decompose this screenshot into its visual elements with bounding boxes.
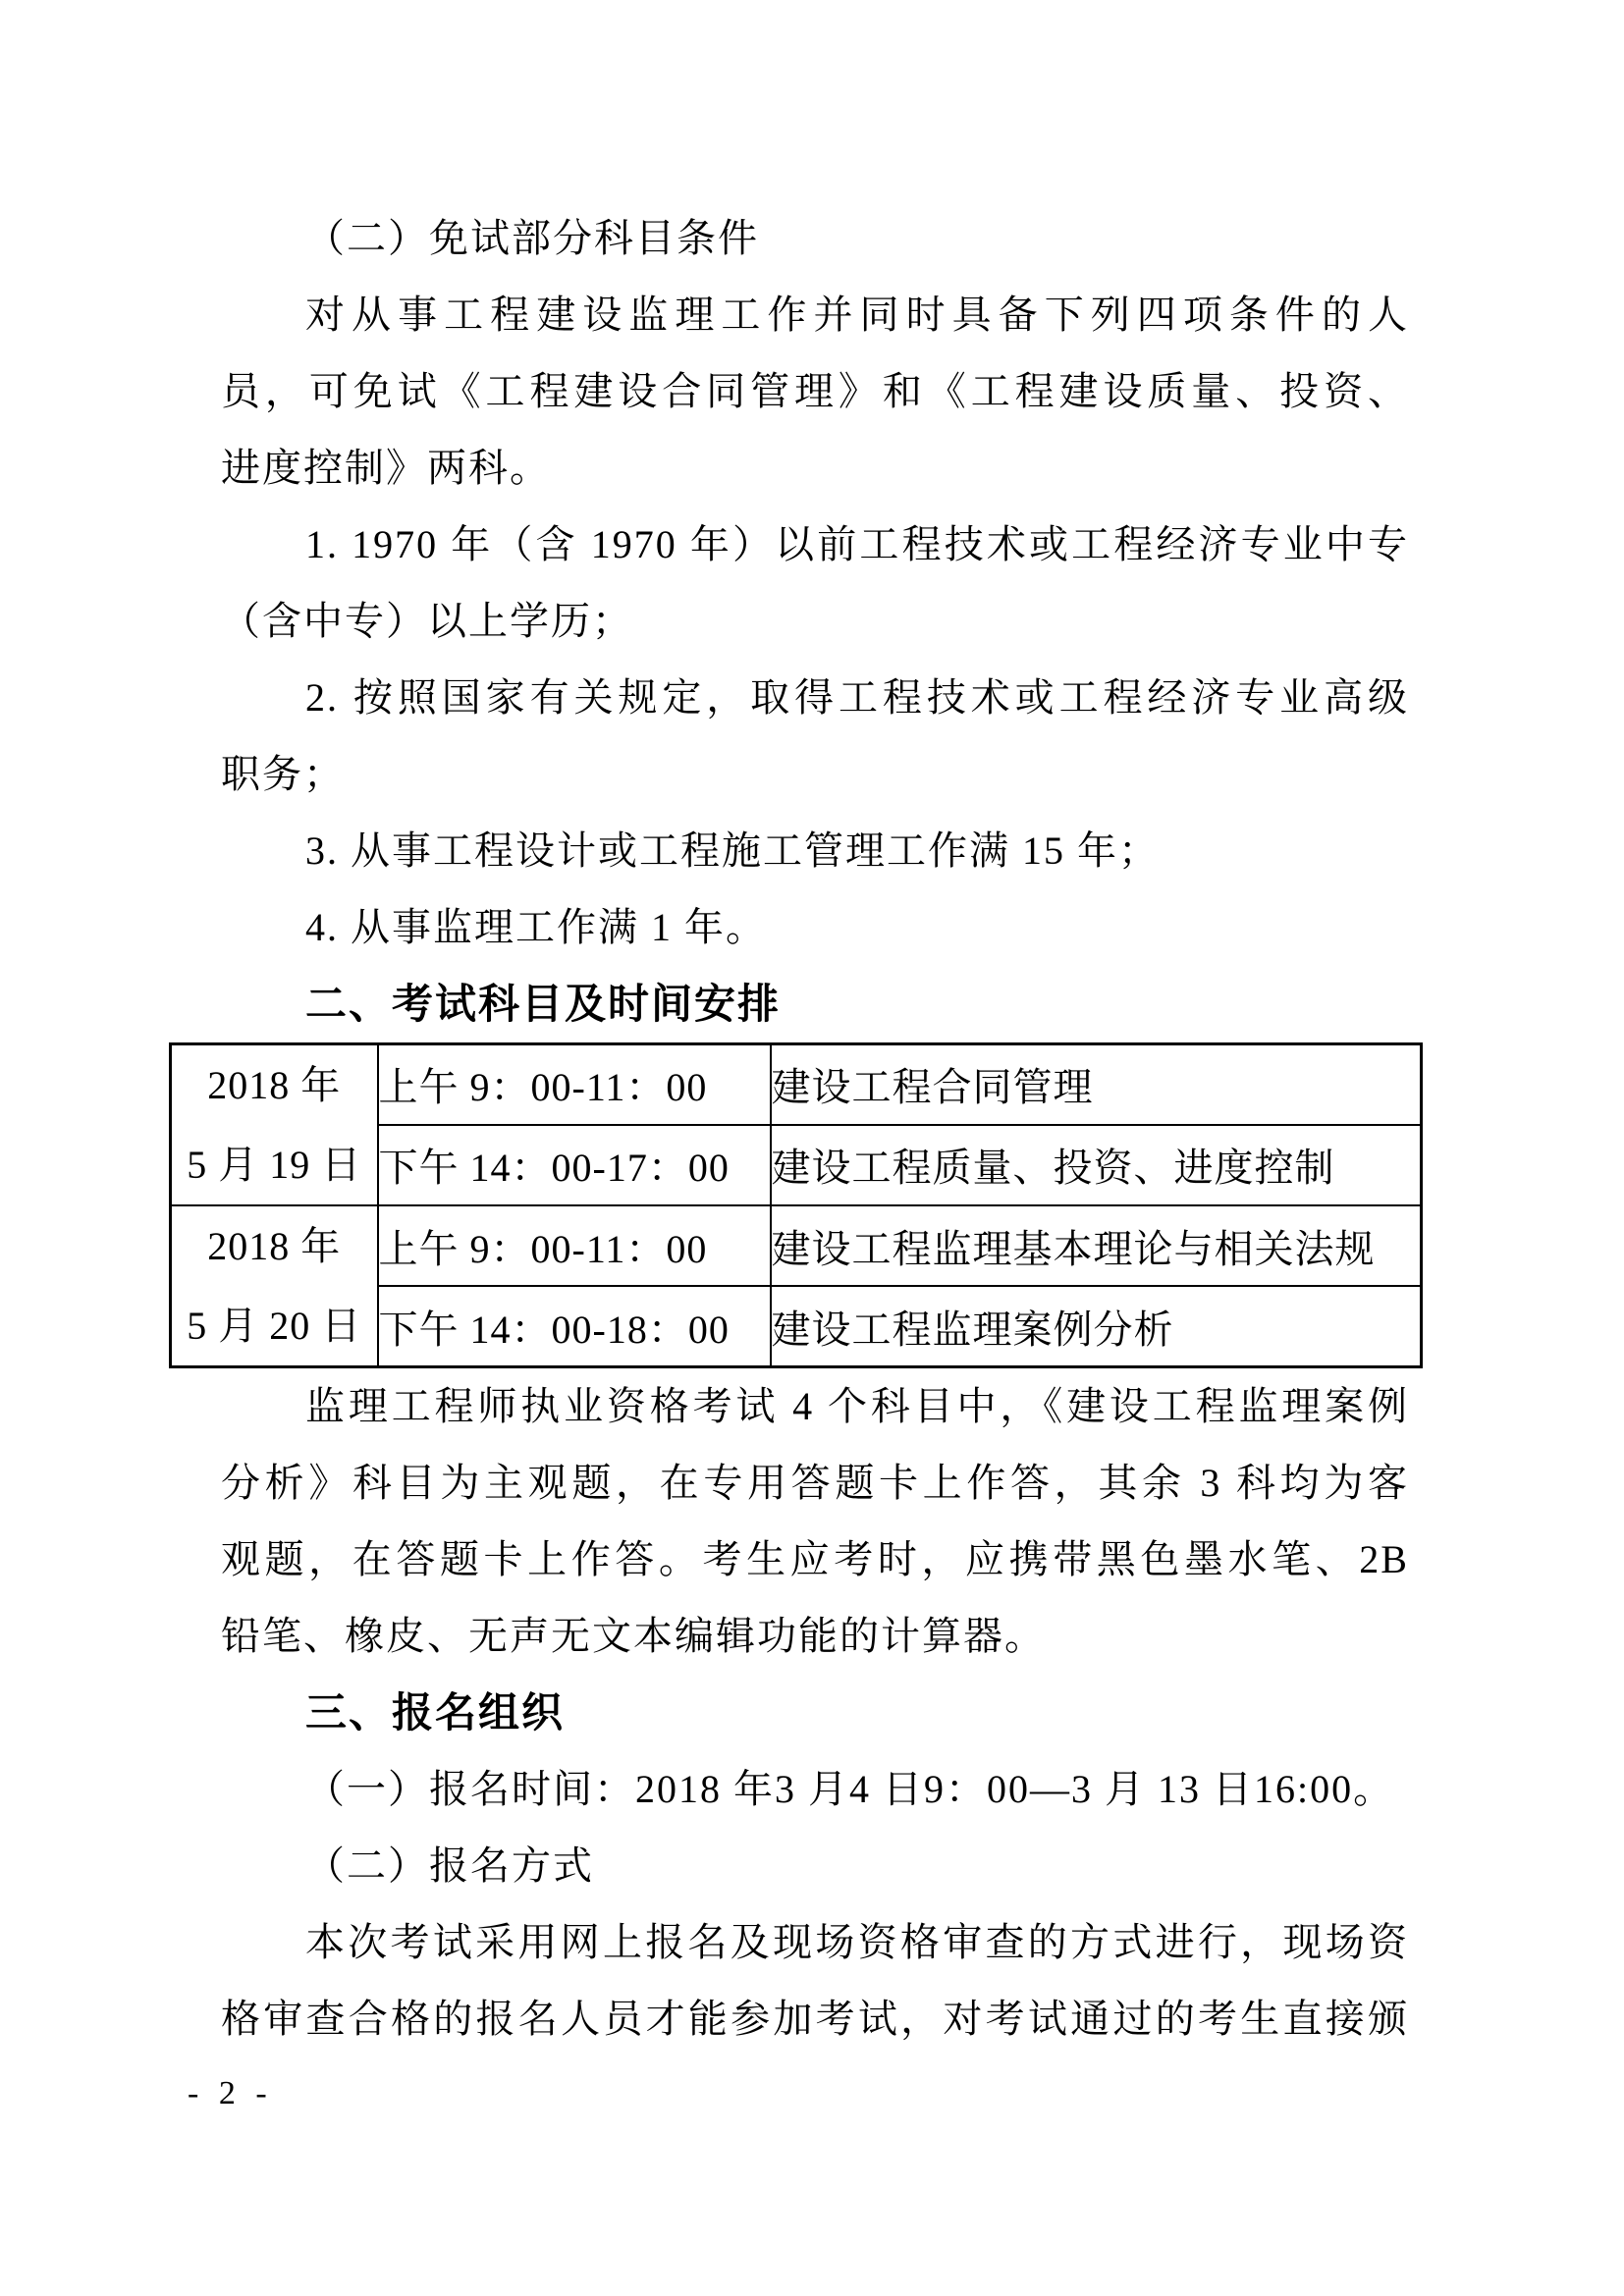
paragraph-line: 监理工程师执业资格考试 4 个科目中，《建设工程监理案例 — [305, 1384, 1409, 1428]
schedule-row — [171, 1044, 1422, 1125]
exam-subject-cell: 建设工程监理基本理论与相关法规 — [771, 1205, 1422, 1286]
schedule-row — [171, 1205, 1422, 1286]
paragraph-line: 格审查合格的报名人员才能参加考试，对考试通过的考生直接颁 — [221, 1997, 1409, 2041]
exam-date-cell — [171, 1205, 378, 1367]
exam-date-text: 5 月 19 日 — [187, 1143, 362, 1187]
paragraph-line: 职务； — [221, 752, 345, 796]
exam-subject-cell: 建设工程合同管理 — [771, 1044, 1422, 1125]
document-body — [187, 200, 1409, 2128]
paragraph-line: 进度控制》两科。 — [221, 446, 551, 490]
exam-date-text: 2018 年 — [207, 1224, 342, 1268]
section-heading: 三、报名组织 — [305, 1689, 566, 1735]
paragraph-line: 4. 从事监理工作满 1 年。 — [305, 905, 767, 949]
paragraph-line: 观题，在答题卡上作答。考生应考时，应携带黑色墨水笔、2B — [221, 1537, 1409, 1581]
paragraph-line: （含中专）以上学历； — [221, 599, 633, 643]
paragraph-line: 本次考试采用网上报名及现场资格审查的方式进行，现场资 — [305, 1920, 1409, 1964]
exam-time-cell: 上午 9：00-11：00 — [378, 1044, 771, 1125]
exam-subject-cell: 建设工程监理案例分析 — [771, 1286, 1422, 1366]
section-heading: 二、考试科目及时间安排 — [305, 981, 782, 1027]
exam-date-text: 5 月 20 日 — [187, 1304, 362, 1348]
paragraph-line: （一）报名时间：2018 年3 月4 日9：00—3 月 13 日16:00。 — [305, 1767, 1395, 1811]
page-number: - 2 - — [188, 2075, 273, 2111]
body-text-lower — [221, 1368, 1409, 2057]
paragraph-line: 3. 从事工程设计或工程施工管理工作满 15 年； — [305, 828, 1160, 873]
exam-time-cell: 上午 9：00-11：00 — [378, 1205, 771, 1286]
exam-subject-cell: 建设工程质量、投资、进度控制 — [771, 1125, 1422, 1205]
exam-date-text: 2018 年 — [207, 1063, 342, 1107]
paragraph-line: 铅笔、橡皮、无声无文本编辑功能的计算器。 — [221, 1614, 1046, 1658]
paragraph-line: 分析》科目为主观题，在专用答题卡上作答，其余 3 科均为客 — [221, 1461, 1409, 1505]
body-text-upper — [221, 200, 1409, 1042]
paragraph-line: 1. 1970 年（含 1970 年）以前工程技术或工程经济专业中专 — [305, 522, 1409, 566]
paragraph-line: （二）报名方式 — [305, 1843, 594, 1888]
exam-date-cell — [171, 1044, 378, 1206]
exam-time-cell: 下午 14：00-17：00 — [378, 1125, 771, 1205]
paragraph-line: 对从事工程建设监理工作并同时具备下列四项条件的人 — [305, 293, 1409, 337]
paragraph-line: 2. 按照国家有关规定，取得工程技术或工程经济专业高级 — [305, 675, 1409, 720]
paragraph-line: 员，可免试《工程建设合同管理》和《工程建设质量、投资、 — [221, 369, 1409, 413]
exam-time-cell: 下午 14：00-18：00 — [378, 1286, 771, 1366]
exam-schedule-table — [169, 1042, 1423, 1368]
paragraph-line: （二）免试部分科目条件 — [305, 216, 759, 260]
